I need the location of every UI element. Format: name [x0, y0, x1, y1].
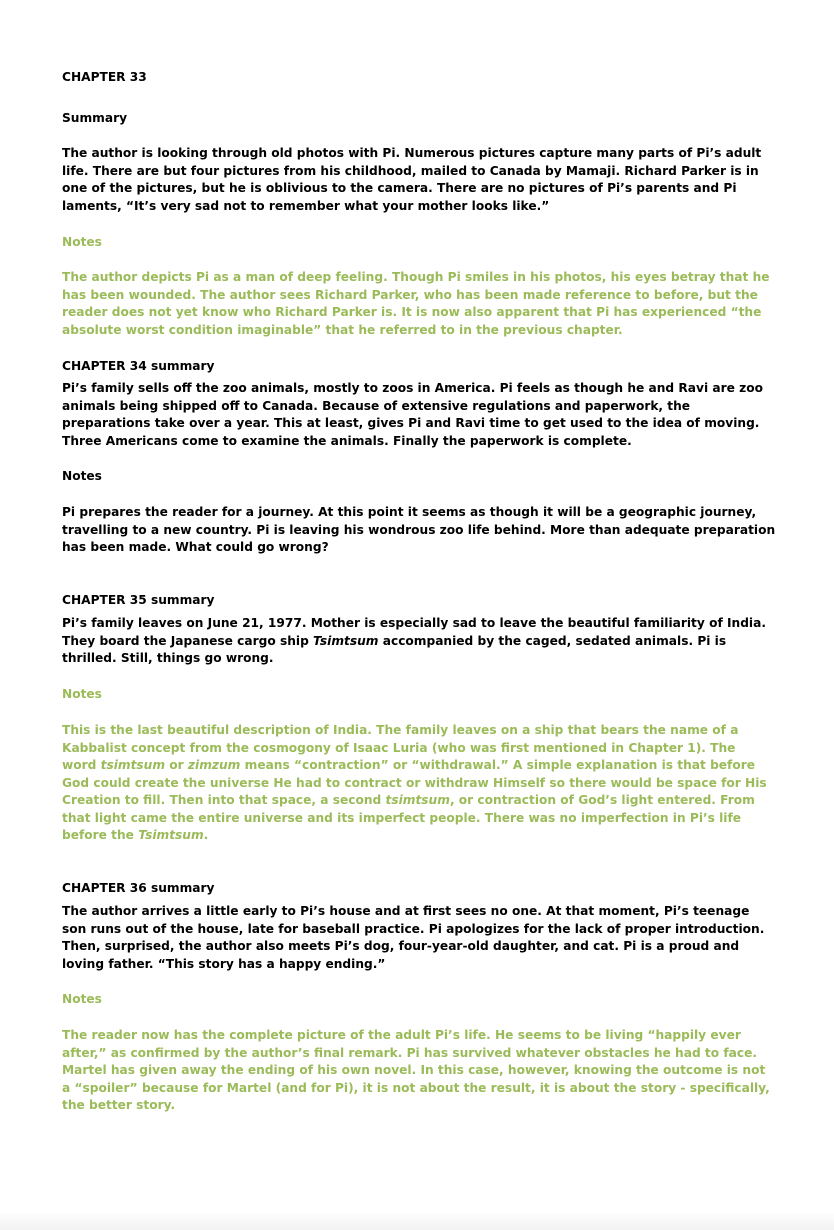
- chapter-34-notes: [62, 504, 776, 557]
- text-line: This is the last beautiful description of India. The family leaves on a ship that bears the name of a: [62, 723, 739, 737]
- text-line: [62, 827, 762, 845]
- text-line: a “spoiler” because for Martel (and for Pi), it is not about the result, it is about the story - specifically,: [62, 1080, 770, 1095]
- text-line: The author arrives a little early to Pi’s house and at first sees no one. At that moment, Pi’s teenage: [62, 904, 750, 918]
- text-line: life. There are but four pictures from his childhood, mailed to Canada by Mamaji. Richard Parker is in: [62, 163, 759, 178]
- text-line: thrilled. Still, things go wrong.: [62, 651, 274, 665]
- ship-name-italic: Tsimtsum: [138, 828, 204, 842]
- text-line: Martel has given away the ending of his own novel. In this case, however, knowing the outcome is not: [62, 1063, 766, 1077]
- text-run: They board the Japanese cargo ship: [62, 633, 314, 648]
- chapter-33-summary-label: Summary: [62, 111, 128, 125]
- text-line: God could create the universe He had to contract or withdraw Himself so there would be space for His: [62, 775, 767, 790]
- text-line: animals being shipped off to Canada. Because of extensive regulations and paperwork, the: [62, 398, 691, 413]
- text-line: laments, “It’s very sad not to remember what your mother looks like.”: [62, 198, 550, 213]
- chapter-34-summary: [62, 380, 762, 450]
- chapter-33-summary: [62, 145, 762, 215]
- chapter-34-heading: CHAPTER 34 summary: [62, 359, 215, 373]
- text-line: Then, surprised, the author also meets Pi’s dog, four-year-old daughter, and cat. Pi is a proud and: [62, 939, 740, 953]
- text-line: [62, 633, 762, 651]
- text-line: Three Americans come to examine the animals. Finally the paperwork is complete.: [62, 433, 632, 448]
- chapter-36-notes-label: Notes: [62, 992, 102, 1006]
- text-run: or: [165, 758, 188, 772]
- term-italic: tsimtsum: [385, 793, 450, 807]
- text-line: [62, 792, 762, 810]
- text-line: Kabbalist concept from the cosmogony of Isaac Luria (who was first mentioned in Chapter 1). The: [62, 740, 736, 755]
- chapter-36-heading: CHAPTER 36 summary: [62, 881, 215, 895]
- text-line: son runs out of the house, late for baseball practice. Pi apologizes for the lack of proper introduction.: [62, 921, 765, 936]
- text-line: The author is looking through old photos with Pi. Numerous pictures capture many parts of Pi’s adult: [62, 146, 762, 160]
- text-line: Pi prepares the reader for a journey. At this point it seems as though it will be a geographic journey,: [62, 505, 757, 519]
- text-line: Pi’s family sells off the zoo animals, mostly to zoos in America. Pi feels as though he and Ravi are zoo: [62, 381, 763, 395]
- text-line: one of the pictures, but he is oblivious to the camera. There are no pictures of Pi’s parents and Pi: [62, 181, 737, 195]
- page-bottom-edge: [0, 1212, 834, 1230]
- text-run: accompanied by the caged, sedated animals. Pi is: [378, 633, 727, 648]
- term-italic: zimzum: [187, 758, 241, 772]
- text-line: the better story.: [62, 1098, 176, 1112]
- text-line: preparations take over a year. This at least, gives Pi and Ravi time to get used to the idea of moving.: [62, 416, 760, 430]
- text-line: reader does not yet know who Richard Parker is. It is now also apparent that Pi has experienced “the: [62, 305, 762, 319]
- chapter-33-notes-label: Notes: [62, 235, 102, 249]
- text-line: has been wounded. The author sees Richard Parker, who has been made reference to before, but the: [62, 287, 758, 302]
- text-run: means “contraction” or “withdrawal.” A simple explanation is that before: [240, 758, 756, 772]
- chapter-35-notes: [62, 722, 767, 845]
- text-line: that light came the entire universe and its imperfect people. There was no imperfection in Pi’s life: [62, 810, 742, 825]
- text-line: [62, 757, 762, 775]
- chapter-36-notes: [62, 1027, 770, 1115]
- text-line: loving father. “This story has a happy ending.”: [62, 956, 386, 971]
- text-run: .: [203, 828, 209, 842]
- chapter-35-summary: [62, 615, 766, 668]
- text-run: , or contraction of God’s light entered. From: [449, 793, 755, 807]
- text-line: travelling to a new country. Pi is leaving his wondrous zoo life behind. More than adequate preparation: [62, 522, 776, 537]
- text-line: absolute worst condition imaginable” that he referred to in the previous chapter.: [62, 322, 623, 337]
- chapter-35-heading: CHAPTER 35 summary: [62, 593, 215, 607]
- text-run: word: [62, 758, 101, 772]
- chapter-35-notes-label: Notes: [62, 687, 102, 701]
- ship-name-italic: Tsimtsum: [313, 633, 379, 648]
- chapter-34-notes-label: Notes: [62, 469, 102, 483]
- text-line: has been made. What could go wrong?: [62, 540, 329, 554]
- chapter-33-notes: [62, 269, 770, 339]
- term-italic: tsimtsum: [100, 758, 166, 772]
- text-run: Creation to fill. Then into that space, a second: [62, 793, 386, 807]
- text-line: Pi’s family leaves on June 21, 1977. Mother is especially sad to leave the beautiful familiarity of India.: [62, 616, 766, 630]
- text-line: The reader now has the complete picture of the adult Pi’s life. He seems to be living “happily ever: [62, 1028, 741, 1042]
- text-line: The author depicts Pi as a man of deep feeling. Though Pi smiles in his photos, his eyes betray that he: [62, 270, 770, 284]
- chapter-36-summary: [62, 903, 765, 973]
- text-line: after,” as confirmed by the author’s final remark. Pi has survived whatever obstacles he had to face.: [62, 1045, 757, 1060]
- text-run: before the: [62, 828, 139, 842]
- chapter-33-heading: CHAPTER 33: [62, 70, 147, 84]
